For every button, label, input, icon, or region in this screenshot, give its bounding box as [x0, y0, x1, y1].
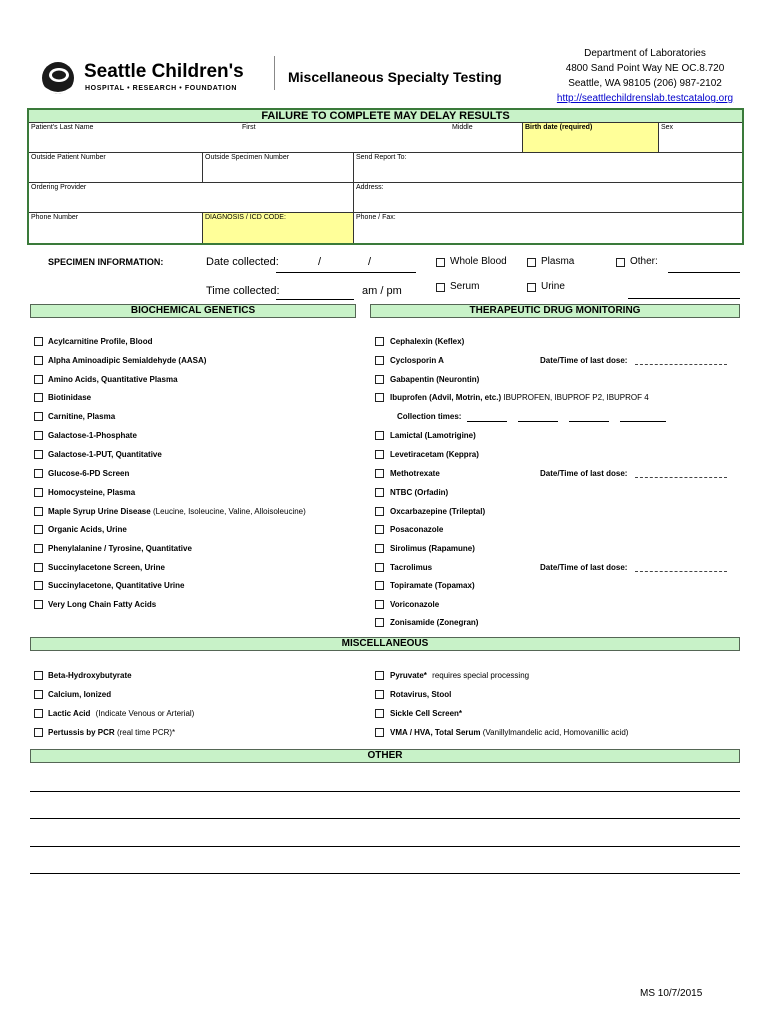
other-line-d[interactable]	[30, 873, 740, 874]
miscellaneous-header: MISCELLANEOUS	[30, 637, 740, 651]
last-dose-line-tacrolimus[interactable]	[635, 571, 727, 572]
other-line-c[interactable]	[30, 846, 740, 847]
item-g6pd: Glucose-6-PD Screen	[48, 469, 130, 478]
logo-subtitle: HOSPITAL • RESEARCH • FOUNDATION	[85, 85, 238, 92]
checkbox-topiramate[interactable]	[375, 581, 384, 590]
page-title: Miscellaneous Specialty Testing	[288, 69, 502, 85]
checkbox-g6pd[interactable]	[34, 469, 43, 478]
item-calcium-ionized: Calcium, Ionized	[48, 690, 112, 699]
item-voriconazole: Voriconazole	[390, 600, 440, 609]
item-sa-screen: Succinylacetone Screen, Urine	[48, 563, 165, 572]
item-tacrolimus: Tacrolimus	[390, 563, 433, 572]
first-name-field[interactable]: First	[230, 123, 447, 153]
item-lactic-acid: Lactic Acid (Indicate Venous or Arterial)	[48, 709, 195, 718]
warning-banner	[29, 110, 742, 123]
logo	[38, 58, 270, 98]
checkbox-pyruvate[interactable]	[375, 671, 384, 680]
other-checkbox[interactable]	[616, 258, 625, 267]
pertussis-note: (real time PCR)*	[116, 728, 176, 737]
checkbox-msud[interactable]	[34, 507, 43, 516]
warning-text: FAILURE TO COMPLETE MAY DELAY RESULTS	[261, 110, 510, 122]
item-phe-tyr: Phenylalanine / Tyrosine, Quantitative	[48, 544, 192, 553]
collection-time-line-3[interactable]	[569, 421, 609, 422]
plasma-checkbox[interactable]	[527, 258, 536, 267]
am-pm-label: am / pm	[362, 285, 402, 297]
checkbox-levetiracetam[interactable]	[375, 450, 384, 459]
checkbox-gal1p[interactable]	[34, 431, 43, 440]
item-vlcfa: Very Long Chain Fatty Acids	[48, 600, 157, 609]
phone-number-field[interactable]: Phone Number	[29, 213, 203, 243]
item-homocysteine: Homocysteine, Plasma	[48, 488, 136, 497]
checkbox-gabapentin[interactable]	[375, 375, 384, 384]
logo-name: Seattle Children's	[84, 61, 244, 82]
item-gabapentin: Gabapentin (Neurontin)	[390, 375, 480, 384]
other-line-a[interactable]	[30, 791, 740, 792]
checkbox-voriconazole[interactable]	[375, 600, 384, 609]
checkbox-acylcarnitine[interactable]	[34, 337, 43, 346]
item-pyruvate: Pyruvate* requires special processing	[390, 671, 530, 680]
last-dose-methotrexate: Date/Time of last dose:	[540, 469, 628, 478]
checkbox-cephalexin[interactable]	[375, 337, 384, 346]
time-collected-line[interactable]	[276, 299, 354, 300]
time-collected-label: Time collected:	[206, 285, 280, 297]
patient-form	[27, 108, 744, 245]
biochemical-genetics-header: BIOCHEMICAL GENETICS	[30, 304, 356, 318]
checkbox-vlcfa[interactable]	[34, 600, 43, 609]
item-methotrexate: Methotrexate	[390, 469, 440, 478]
address-field[interactable]: Address:	[354, 183, 742, 213]
checkbox-organic-acids[interactable]	[34, 525, 43, 534]
birth-date-field[interactable]: Birth date (required)	[523, 123, 659, 153]
checkbox-methotrexate[interactable]	[375, 469, 384, 478]
item-sickle-cell: Sickle Cell Screen*	[390, 709, 463, 718]
urine-label: Urine	[541, 281, 565, 292]
item-organic-acids: Organic Acids, Urine	[48, 525, 127, 534]
ordering-provider-field[interactable]: Ordering Provider	[29, 183, 354, 213]
checkbox-pertussis[interactable]	[34, 728, 43, 737]
checkbox-biotinidase[interactable]	[34, 393, 43, 402]
checkbox-sirolimus[interactable]	[375, 544, 384, 553]
checkbox-lamictal[interactable]	[375, 431, 384, 440]
date-collected-line[interactable]	[276, 272, 416, 273]
checkbox-homocysteine[interactable]	[34, 488, 43, 497]
checkbox-posaconazole[interactable]	[375, 525, 384, 534]
collection-time-line-1[interactable]	[467, 421, 507, 422]
checkbox-sa-screen[interactable]	[34, 563, 43, 572]
item-oxcarbazepine: Oxcarbazepine (Trileptal)	[390, 507, 486, 516]
whole-blood-checkbox[interactable]	[436, 258, 445, 267]
last-dose-cyclosporin: Date/Time of last dose:	[540, 356, 628, 365]
other-line-2[interactable]	[628, 298, 740, 299]
checkbox-tacrolimus[interactable]	[375, 563, 384, 572]
checkbox-amino-acids[interactable]	[34, 375, 43, 384]
checkbox-lactic-acid[interactable]	[34, 709, 43, 718]
item-vma-hva: VMA / HVA, Total Serum (Vanillylmandelic acid, Homovanillic acid)	[390, 728, 629, 737]
item-cyclosporin: Cyclosporin A	[390, 356, 444, 365]
logo-emblem-icon	[38, 60, 78, 98]
vma-hva-note: (Vanillylmandelic acid, Homovanillic acid)	[482, 728, 629, 737]
item-carnitine: Carnitine, Plasma	[48, 412, 116, 421]
item-levetiracetam: Levetiracetam (Keppra)	[390, 450, 479, 459]
whole-blood-label: Whole Blood	[450, 256, 507, 267]
last-dose-tacrolimus: Date/Time of last dose:	[540, 563, 628, 572]
checkbox-zonisamide[interactable]	[375, 618, 384, 627]
item-msud: Maple Syrup Urine Disease (Leucine, Isoleucine, Valine, Alloisoleucine)	[48, 507, 306, 516]
ibuprofen-note: IBUPROFEN, IBUPROF P2, IBUPROF 4	[503, 393, 649, 402]
checkbox-aasa[interactable]	[34, 356, 43, 365]
date-collected-label: Date collected:	[206, 256, 279, 268]
item-acylcarnitine: Acylcarnitine Profile, Blood	[48, 337, 153, 346]
phone-fax-field[interactable]: Phone / Fax:	[356, 214, 396, 221]
other-label: Other:	[630, 256, 658, 267]
checkbox-vma-hva[interactable]	[375, 728, 384, 737]
checkbox-beta-hydroxybutyrate[interactable]	[34, 671, 43, 680]
checkbox-cyclosporin[interactable]	[375, 356, 384, 365]
checkbox-oxcarbazepine[interactable]	[375, 507, 384, 516]
other-line-b[interactable]	[30, 818, 740, 819]
item-posaconazole: Posaconazole	[390, 525, 444, 534]
last-dose-line-cyclosporin[interactable]	[635, 364, 727, 365]
plasma-label: Plasma	[541, 256, 575, 267]
item-gal1p: Galactose-1-Phosphate	[48, 431, 137, 440]
item-amino-acids: Amino Acids, Quantitative Plasma	[48, 375, 178, 384]
item-cephalexin: Cephalexin (Keflex)	[390, 337, 465, 346]
checkbox-rotavirus[interactable]	[375, 690, 384, 699]
dept-name: Department of Laboratories	[584, 48, 706, 59]
item-beta-hydroxybutyrate: Beta-Hydroxybutyrate	[48, 671, 132, 680]
sex-field[interactable]: Sex	[659, 123, 742, 153]
serum-checkbox[interactable]	[436, 283, 445, 292]
pyruvate-note: requires special processing	[432, 671, 530, 680]
outside-patient-number-field[interactable]: Outside Patient Number	[29, 153, 203, 183]
last-name-field[interactable]: Patient's Last Name	[29, 123, 230, 153]
item-biotinidase: Biotinidase	[48, 393, 92, 402]
serum-label: Serum	[450, 281, 480, 292]
item-gal1put: Galactose-1-PUT, Quantitative	[48, 450, 162, 459]
date-slash-2: /	[368, 256, 372, 268]
send-report-to-field[interactable]: Send Report To:	[354, 153, 742, 183]
lactic-acid-note: (Indicate Venous or Arterial)	[95, 709, 195, 718]
item-aasa: Alpha Aminoadipic Semialdehyde (AASA)	[48, 356, 207, 365]
form-version: MS 10/7/2015	[640, 988, 703, 999]
last-dose-line-methotrexate[interactable]	[635, 477, 727, 478]
item-zonisamide: Zonisamide (Zonegran)	[390, 618, 479, 627]
other-line[interactable]	[668, 272, 740, 273]
dept-address-2: Seattle, WA 98105 (206) 987-2102	[568, 78, 722, 89]
collection-times-label: Collection times:	[397, 412, 462, 421]
checkbox-ntbc[interactable]	[375, 488, 384, 497]
other-header: OTHER	[30, 749, 740, 763]
dept-address-1: 4800 Sand Point Way NE OC.8.720	[565, 63, 725, 74]
checkbox-carnitine[interactable]	[34, 412, 43, 421]
outside-specimen-number-field[interactable]: Outside Specimen Number	[203, 153, 354, 183]
checkbox-sickle-cell[interactable]	[375, 709, 384, 718]
item-ibuprofen: Ibuprofen (Advil, Motrin, etc.) IBUPROFEN, IBUPROF P2, IBUPROF 4	[390, 393, 649, 402]
date-slash-1: /	[318, 256, 322, 268]
checkbox-ibuprofen[interactable]	[375, 393, 384, 402]
item-sirolimus: Sirolimus (Rapamune)	[390, 544, 475, 553]
item-pertussis: Pertussis by PCR (real time PCR)*	[48, 728, 176, 737]
urine-checkbox[interactable]	[527, 283, 536, 292]
item-topiramate: Topiramate (Topamax)	[390, 581, 475, 590]
diagnosis-field[interactable]: DIAGNOSIS / ICD CODE:	[203, 213, 354, 243]
checkbox-calcium-ionized[interactable]	[34, 690, 43, 699]
checkbox-gal1put[interactable]	[34, 450, 43, 459]
item-lamictal: Lamictal (Lamotrigine)	[390, 431, 476, 440]
collection-time-line-4[interactable]	[620, 421, 666, 422]
item-rotavirus: Rotavirus, Stool	[390, 690, 452, 699]
msud-note: (Leucine, Isoleucine, Valine, Alloisoleucine)	[152, 507, 306, 516]
item-ntbc: NTBC (Orfadin)	[390, 488, 449, 497]
checkbox-sa-quant[interactable]	[34, 581, 43, 590]
checkbox-phe-tyr[interactable]	[34, 544, 43, 553]
tdm-header: THERAPEUTIC DRUG MONITORING	[370, 304, 740, 318]
catalog-link[interactable]: http://seattlechildrenslab.testcatalog.org	[556, 93, 734, 104]
collection-time-line-2[interactable]	[518, 421, 558, 422]
specimen-label: SPECIMEN INFORMATION:	[48, 257, 164, 267]
middle-name-field[interactable]: Middle	[447, 123, 523, 153]
item-sa-quant: Succinylacetone, Quantitative Urine	[48, 581, 185, 590]
